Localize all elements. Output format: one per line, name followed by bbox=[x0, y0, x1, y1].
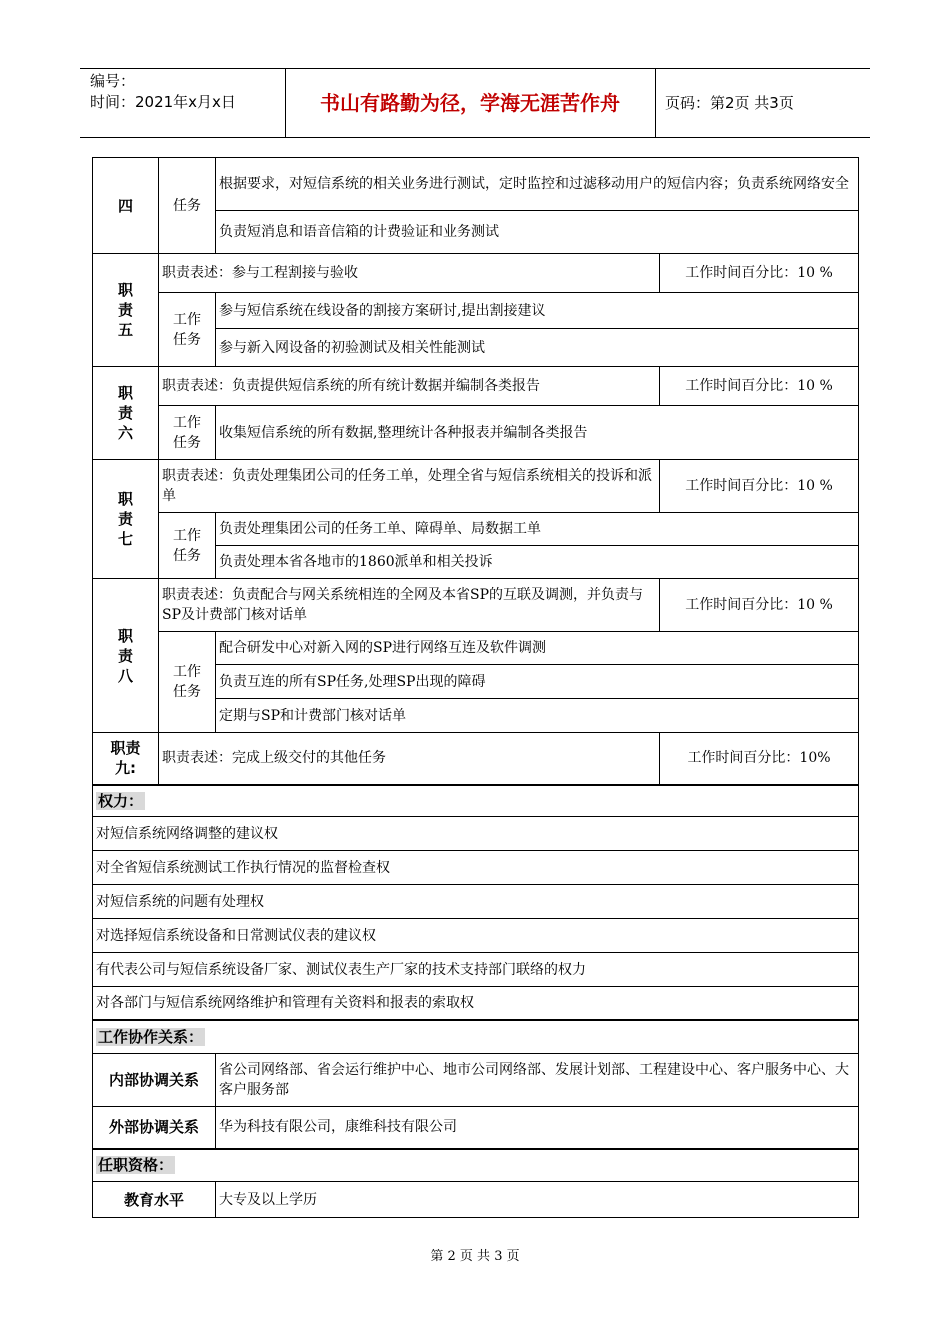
power-row bbox=[93, 953, 859, 987]
duty4-task-2: 负责短消息和语音信箱的计费验证和业务测试 bbox=[216, 211, 859, 254]
duty7-task-2: 负责处理本省各地市的1860派单和相关投诉 bbox=[216, 546, 859, 579]
external-relations-label: 外部协调关系 bbox=[93, 1107, 216, 1149]
power-item-5: 有代表公司与短信系统设备厂家、测试仪表生产厂家的技术支持部门联络的权力 bbox=[93, 953, 859, 987]
power-item-1: 对短信系统网络调整的建议权 bbox=[93, 817, 859, 851]
duty8-task-2: 负责互连的所有SP任务,处理SP出现的障碍 bbox=[216, 665, 859, 699]
duty4-task-1: 根据要求，对短信系统的相关业务进行测试，定时监控和过滤移动用户的短信内容；负责系统网络安全 bbox=[216, 158, 859, 211]
duty6-task-1: 收集短信系统的所有数据,整理统计各种报表并编制各类报告 bbox=[216, 406, 859, 460]
duty9-desc: 职责表述：完成上级交付的其他任务 bbox=[159, 733, 660, 785]
power-row bbox=[93, 851, 859, 885]
duty7-task-label: 工作 任务 bbox=[159, 513, 216, 579]
duty9-desc-row bbox=[93, 733, 859, 785]
page-header bbox=[80, 68, 870, 138]
duty7-label: 职 责 七 bbox=[93, 460, 159, 579]
education-value: 大专及以上学历 bbox=[216, 1182, 859, 1218]
duty8-task-row bbox=[93, 632, 859, 665]
internal-relations-label: 内部协调关系 bbox=[93, 1054, 216, 1107]
duty5-task-1: 参与短信系统在线设备的割接方案研讨,提出割接建议 bbox=[216, 293, 859, 329]
duty6-task-row bbox=[93, 406, 859, 460]
duty6-label: 职 责 六 bbox=[93, 367, 159, 460]
duty6-desc-row bbox=[93, 367, 859, 406]
duty5-label: 职 责 五 bbox=[93, 254, 159, 367]
duty5-task-2: 参与新入网设备的初验测试及相关性能测试 bbox=[216, 329, 859, 367]
power-row bbox=[93, 817, 859, 851]
external-relations-row bbox=[93, 1107, 859, 1149]
job-description-table bbox=[92, 157, 859, 1218]
power-item-4: 对选择短信系统设备和日常测试仪表的建议权 bbox=[93, 919, 859, 953]
page-footer: 第 2 页 共 3 页 bbox=[430, 1249, 520, 1264]
power-item-6: 对各部门与短信系统网络维护和管理有关资料和报表的索取权 bbox=[93, 987, 859, 1020]
duty8-desc: 职责表述：负责配合与网关系统相连的全网及本省SP的互联及调测，并负责与SP及计费部门核对话单 bbox=[159, 579, 660, 632]
duty9-label: 职责 九: bbox=[93, 733, 159, 785]
duty7-time-percent: 工作时间百分比：10 % bbox=[660, 460, 859, 513]
powers-title: 权力： bbox=[93, 785, 859, 817]
header-meta bbox=[90, 71, 236, 113]
duty4-task-label: 任务 bbox=[159, 158, 216, 254]
education-row bbox=[93, 1182, 859, 1218]
duty8-task-3: 定期与SP和计费部门核对话单 bbox=[216, 699, 859, 733]
duty6-desc: 职责表述：负责提供短信系统的所有统计数据并编制各类报告 bbox=[159, 367, 660, 406]
duty9-time-percent: 工作时间百分比：10% bbox=[660, 733, 859, 785]
qualifications-title: 任职资格： bbox=[93, 1149, 859, 1182]
power-item-3: 对短信系统的问题有处理权 bbox=[93, 885, 859, 919]
duty5-desc: 职责表述：参与工程割接与验收 bbox=[159, 254, 660, 293]
duty6-time-percent: 工作时间百分比：10 % bbox=[660, 367, 859, 406]
duty4-task-row bbox=[93, 158, 859, 211]
duty4-label: 四 bbox=[93, 158, 159, 254]
header-motto: 书山有路勤为径，学海无涯苦作舟 bbox=[320, 91, 620, 115]
internal-relations-value: 省公司网络部、省会运行维护中心、地市公司网络部、发展计划部、工程建设中心、客户服务中心、大客户服务部 bbox=[216, 1054, 859, 1107]
duty6-task-label: 工作 任务 bbox=[159, 406, 216, 460]
internal-relations-row bbox=[93, 1054, 859, 1107]
duty7-desc: 职责表述：负责处理集团公司的任务工单，处理全省与短信系统相关的投诉和派单 bbox=[159, 460, 660, 513]
header-divider bbox=[655, 69, 656, 137]
document-number: 编号： bbox=[90, 72, 136, 90]
relations-section-row bbox=[93, 1020, 859, 1054]
duty5-time-percent: 工作时间百分比：10 % bbox=[660, 254, 859, 293]
duty8-time-percent: 工作时间百分比：10 % bbox=[660, 579, 859, 632]
duty5-desc-row bbox=[93, 254, 859, 293]
document-date: 时间：2021年x月x日 bbox=[90, 93, 236, 111]
duty7-desc-row bbox=[93, 460, 859, 513]
duty5-task-label: 工作 任务 bbox=[159, 293, 216, 367]
powers-section-row bbox=[93, 785, 859, 817]
power-item-2: 对全省短信系统测试工作执行情况的监督检查权 bbox=[93, 851, 859, 885]
duty8-label: 职 责 八 bbox=[93, 579, 159, 733]
duty8-task-1: 配合研发中心对新入网的SP进行网络互连及软件调测 bbox=[216, 632, 859, 665]
education-label: 教育水平 bbox=[93, 1182, 216, 1218]
duty5-task-row bbox=[93, 293, 859, 329]
header-page-number: 页码：第2页 共3页 bbox=[665, 94, 794, 112]
duty7-task-row bbox=[93, 513, 859, 546]
power-row bbox=[93, 919, 859, 953]
qualifications-section-row bbox=[93, 1149, 859, 1182]
external-relations-value: 华为科技有限公司，康维科技有限公司 bbox=[216, 1107, 859, 1149]
duty8-desc-row bbox=[93, 579, 859, 632]
relations-title: 工作协作关系： bbox=[93, 1020, 859, 1054]
power-row bbox=[93, 885, 859, 919]
duty7-task-1: 负责处理集团公司的任务工单、障碍单、局数据工单 bbox=[216, 513, 859, 546]
power-row bbox=[93, 987, 859, 1020]
duty8-task-label: 工作 任务 bbox=[159, 632, 216, 733]
